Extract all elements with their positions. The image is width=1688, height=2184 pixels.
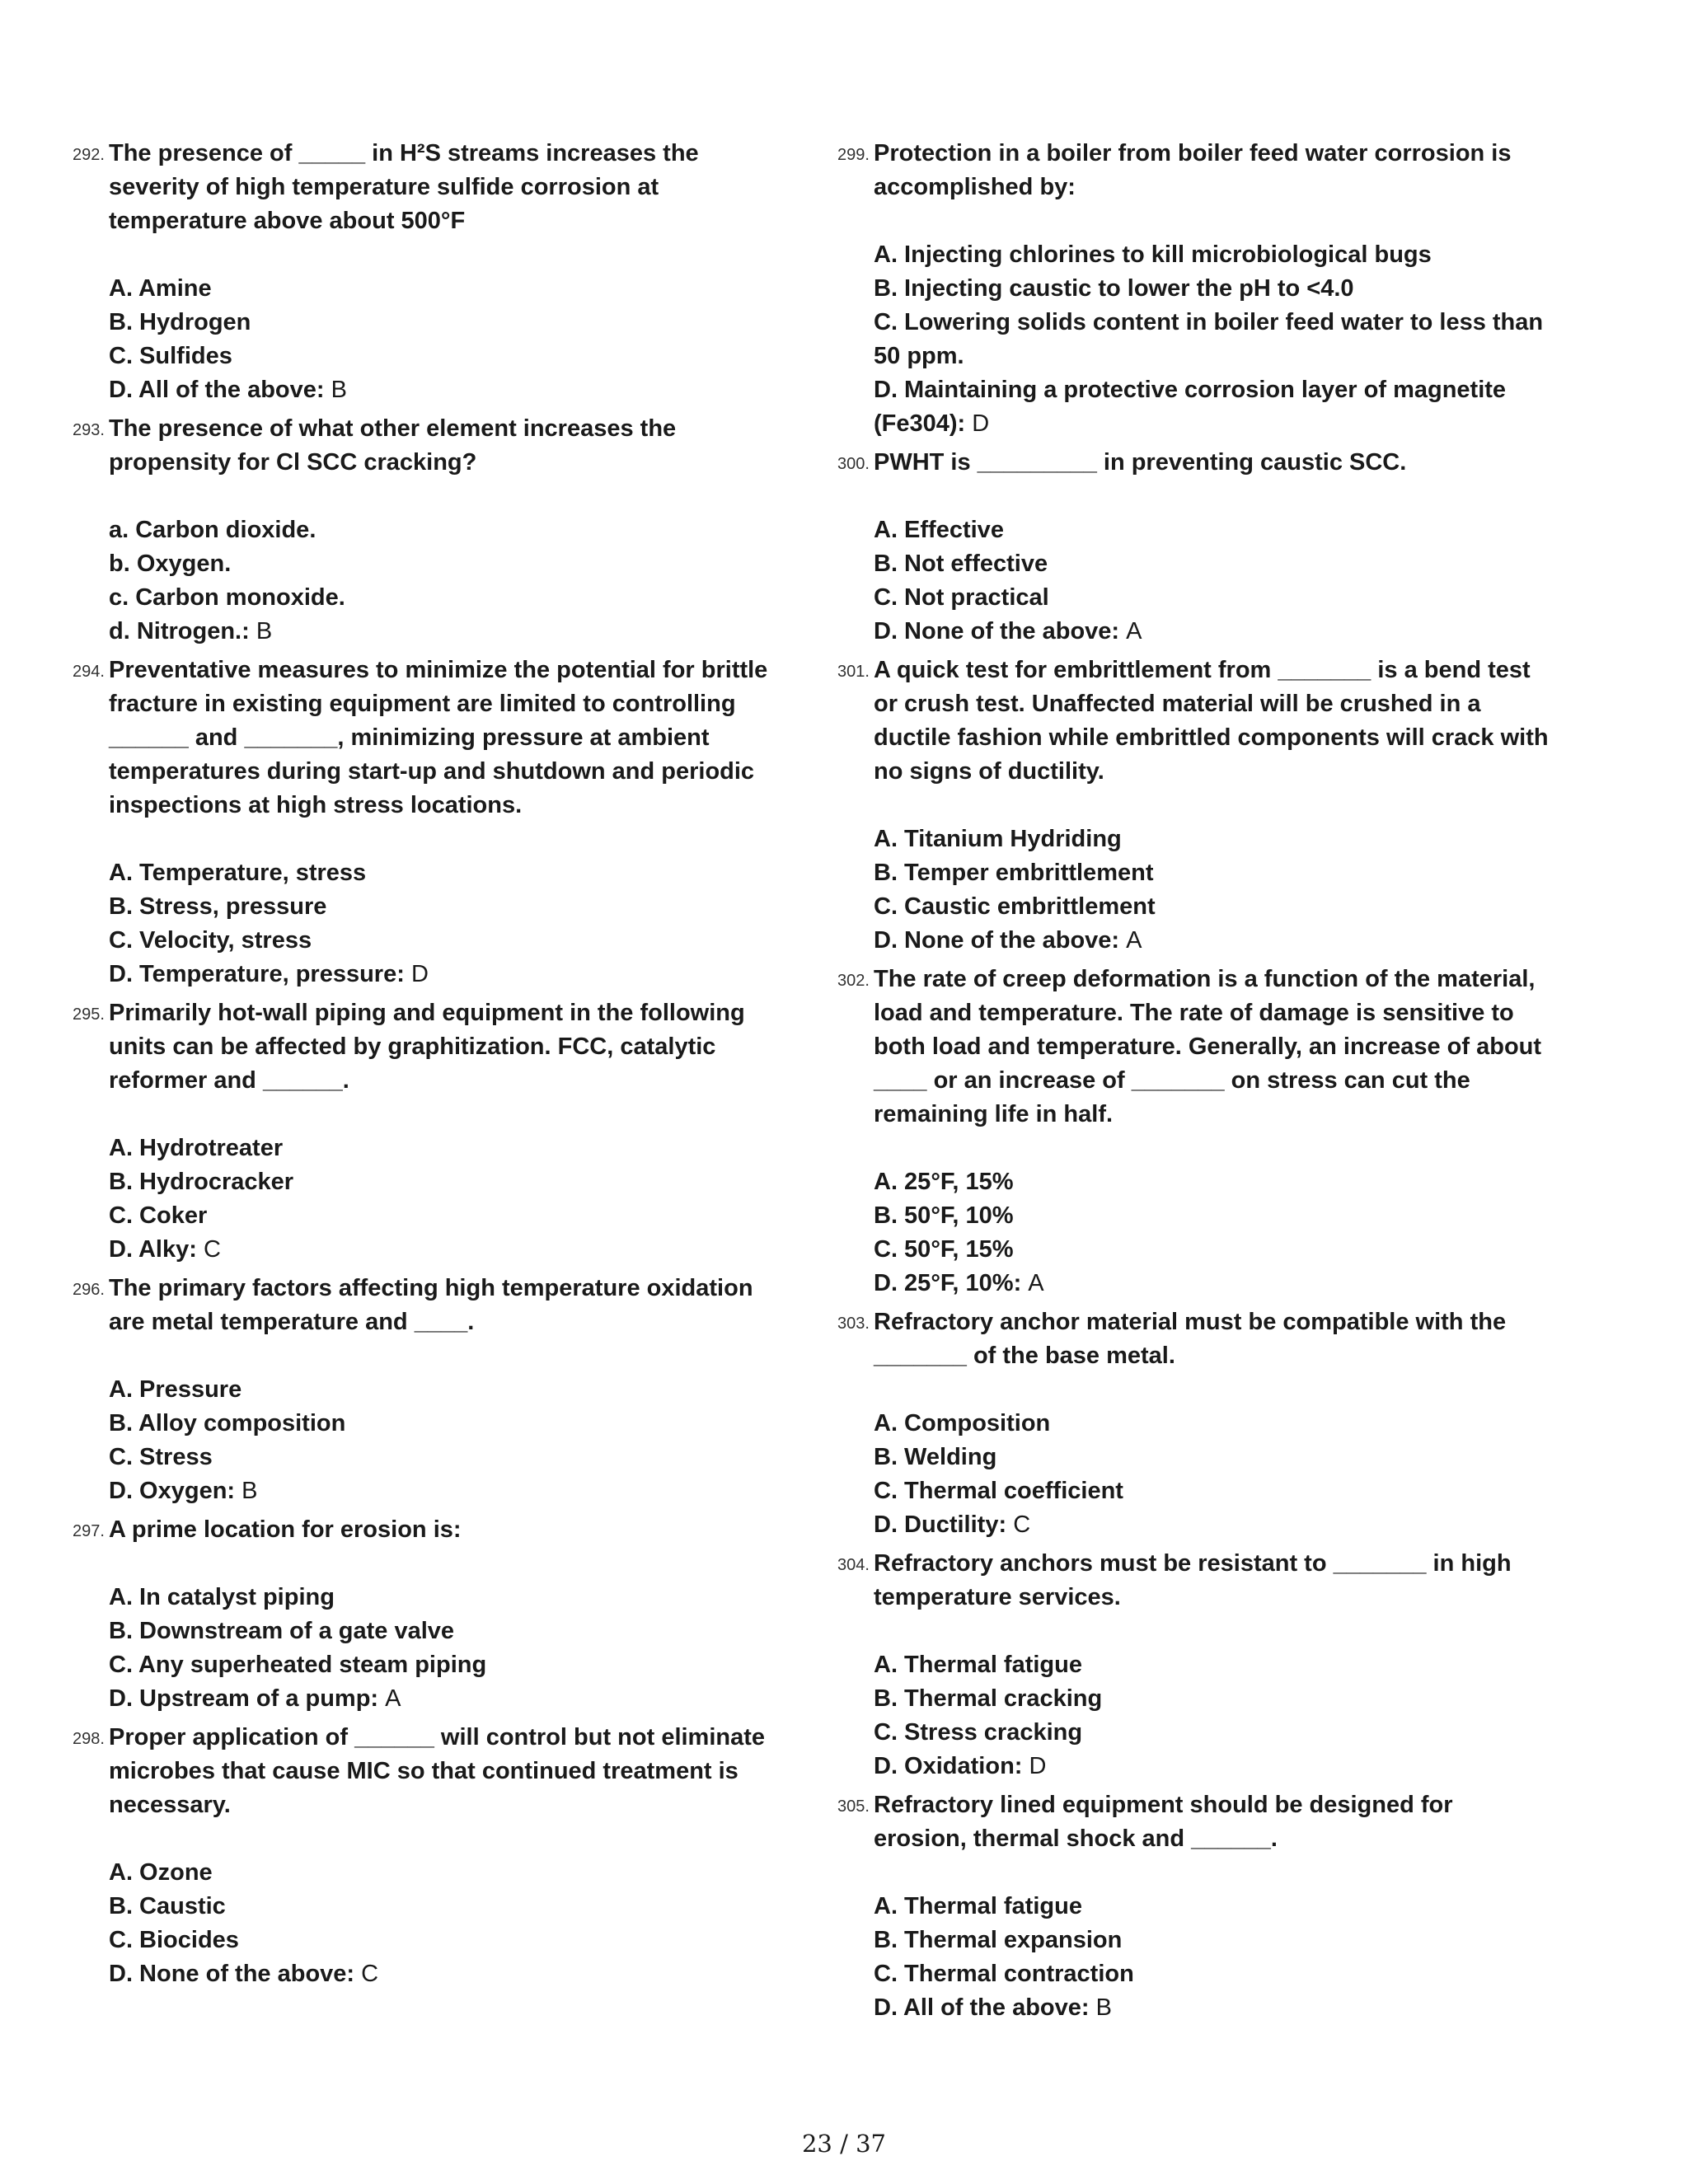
answer-option (874, 1199, 1596, 1233)
answer-option (874, 306, 1596, 373)
answer-option (109, 1856, 831, 1890)
question-item (73, 1721, 831, 1991)
question-number: 294. (73, 663, 105, 681)
answer-option (109, 1890, 831, 1924)
answer-option (874, 1682, 1596, 1716)
answer-option (109, 615, 831, 649)
answer-key: D (1029, 1753, 1047, 1779)
answer-key: A (1028, 1270, 1044, 1296)
question-number: 295. (73, 1005, 105, 1024)
answer-option (874, 856, 1596, 890)
question-stem: Refractory lined equipment should be designed for erosion, thermal shock and ______. (874, 1792, 1453, 1852)
answer-option (109, 340, 831, 373)
question-stem: Proper application of ______ will control but not eliminate microbes that cause MIC so that continued treatment is necessary. (109, 1724, 766, 1818)
question-number: 304. (837, 1556, 870, 1574)
answer-option (874, 615, 1596, 649)
option-text: C. Stress cracking (874, 1719, 1083, 1746)
question-stem: The presence of _____ in H²S streams increases the severity of high temperature sulfide corrosion at temperature above about 500°F (109, 140, 699, 234)
question-item (73, 654, 831, 991)
question-item (837, 137, 1596, 441)
answer-option (109, 1199, 831, 1233)
question-item (837, 1788, 1596, 2025)
option-text: C. Stress (109, 1444, 213, 1470)
option-text: D. Maintaining a protective corrosion layer of magnetite (Fe304): (874, 377, 1507, 437)
question-number: 300. (837, 455, 870, 473)
option-text: B. Injecting caustic to lower the pH to <4.0 (874, 275, 1354, 302)
answer-option (109, 306, 831, 340)
answer-option (874, 1991, 1596, 2025)
option-text: A. Composition (874, 1410, 1051, 1436)
question-stem: Protection in a boiler from boiler feed water corrosion is accomplished by: (874, 140, 1512, 200)
answer-option (874, 1957, 1596, 1991)
answer-option (874, 1648, 1596, 1682)
answer-option (874, 1716, 1596, 1750)
question-item (837, 1547, 1596, 1783)
question-stem: The presence of what other element increases the propensity for Cl SCC cracking? (109, 415, 677, 476)
answer-options (109, 1132, 831, 1267)
question-item (837, 1305, 1596, 1542)
option-text: A. Effective (874, 517, 1004, 543)
option-text: C. Thermal contraction (874, 1961, 1134, 1987)
answer-option (109, 1165, 831, 1199)
answer-option (874, 1267, 1596, 1301)
answer-options (109, 1581, 831, 1716)
option-text: A. Thermal fatigue (874, 1652, 1082, 1678)
answer-option (874, 1474, 1596, 1508)
question-number: 293. (73, 421, 105, 439)
option-text: B. 50°F, 10% (874, 1202, 1014, 1229)
answer-option (109, 272, 831, 306)
answer-option (109, 513, 831, 547)
answer-options (874, 1648, 1596, 1783)
option-text: B. Not effective (874, 551, 1048, 577)
option-text: c. Carbon monoxide. (109, 584, 345, 611)
answer-option (109, 547, 831, 581)
answer-option (874, 1441, 1596, 1474)
option-text: D. Temperature, pressure: (109, 961, 405, 987)
option-text: B. Stress, pressure (109, 893, 327, 920)
question-number: 299. (837, 146, 870, 164)
option-text: D. Oxygen: (109, 1478, 236, 1504)
question-number: 298. (73, 1730, 105, 1748)
question-stem: The primary factors affecting high temperature oxidation are metal temperature and ____. (109, 1275, 753, 1335)
option-text: A. Injecting chlorines to kill microbiological bugs (874, 241, 1432, 268)
answer-option (109, 1924, 831, 1957)
question-stem: PWHT is _________ in preventing caustic SCC. (874, 449, 1407, 476)
left-column (73, 137, 831, 1996)
option-text: d. Nitrogen.: (109, 618, 250, 644)
question-stem: Preventative measures to minimize the potential for brittle fracture in existing equipment are limited to controlling ______ and _______, minimizing pressure at ambient temperatures during start-up and shutdown and periodic inspections at high stress locations. (109, 657, 768, 818)
answer-key: A (385, 1685, 401, 1712)
answer-options (874, 1407, 1596, 1542)
answer-option (109, 1957, 831, 1991)
question-number: 292. (73, 146, 105, 164)
option-text: C. Thermal coefficient (874, 1478, 1123, 1504)
question-stem: Primarily hot-wall piping and equipment in the following units can be affected by graphitization. FCC, catalytic reformer and ______. (109, 1000, 745, 1094)
option-text: B. Alloy composition (109, 1410, 346, 1436)
answer-key: B (1095, 1994, 1112, 2021)
option-text: D. None of the above: (874, 618, 1120, 644)
option-text: B. Hydrocracker (109, 1169, 294, 1195)
page-number: 23 / 37 (801, 2130, 886, 2158)
answer-option (109, 1648, 831, 1682)
answer-option (874, 1407, 1596, 1441)
question-item (73, 1513, 831, 1716)
answer-option (874, 890, 1596, 924)
answer-option (109, 1682, 831, 1716)
answer-option (874, 373, 1596, 441)
option-text: C. 50°F, 15% (874, 1236, 1014, 1263)
option-text: b. Oxygen. (109, 551, 232, 577)
answer-key: D (410, 961, 429, 987)
answer-option (874, 1508, 1596, 1542)
answer-option (109, 890, 831, 924)
answer-options (109, 1856, 831, 1991)
option-text: D. Oxidation: (874, 1753, 1023, 1779)
option-text: C. Any superheated steam piping (109, 1652, 487, 1678)
option-text: C. Not practical (874, 584, 1049, 611)
question-item (837, 446, 1596, 649)
answer-option (874, 1165, 1596, 1199)
option-text: A. Temperature, stress (109, 860, 367, 886)
answer-key: C (1013, 1511, 1031, 1538)
answer-option (109, 1581, 831, 1615)
question-number: 302. (837, 972, 870, 990)
question-number: 297. (73, 1522, 105, 1540)
answer-option (109, 856, 831, 890)
option-text: B. Downstream of a gate valve (109, 1618, 455, 1644)
answer-options (109, 272, 831, 407)
answer-options (874, 823, 1596, 958)
question-stem: A quick test for embrittlement from _______ is a bend test or crush test. Unaffected material will be crushed in a ductile fashion while embrittled components will crack with no signs of ductility. (874, 657, 1549, 785)
question-number: 301. (837, 663, 870, 681)
answer-option (874, 547, 1596, 581)
answer-option (874, 1233, 1596, 1267)
option-text: D. All of the above: (109, 377, 325, 403)
answer-option (109, 1474, 831, 1508)
answer-options (109, 1373, 831, 1508)
option-text: D. Alky: (109, 1236, 197, 1263)
answer-key: D (972, 410, 990, 437)
option-text: A. Titanium Hydriding (874, 826, 1122, 852)
answer-option (109, 1373, 831, 1407)
answer-option (874, 581, 1596, 615)
answer-option (109, 373, 831, 407)
option-text: B. Welding (874, 1444, 997, 1470)
question-stem: Refractory anchors must be resistant to _______ in high temperature services. (874, 1550, 1512, 1610)
question-stem: A prime location for erosion is: (109, 1516, 462, 1543)
answer-option (874, 823, 1596, 856)
answer-option (874, 513, 1596, 547)
option-text: A. Ozone (109, 1859, 213, 1886)
option-text: C. Biocides (109, 1927, 239, 1953)
answer-key: C (203, 1236, 221, 1263)
answer-key: B (331, 377, 347, 403)
answer-option (874, 1924, 1596, 1957)
option-text: C. Caustic embrittlement (874, 893, 1156, 920)
option-text: B. Temper embrittlement (874, 860, 1154, 886)
answer-option (109, 581, 831, 615)
answer-key: A (1126, 927, 1142, 954)
option-text: A. Hydrotreater (109, 1135, 284, 1161)
answer-option (109, 1615, 831, 1648)
answer-option (109, 924, 831, 958)
option-text: D. None of the above: (109, 1961, 355, 1987)
option-text: A. Amine (109, 275, 212, 302)
option-text: D. All of the above: (874, 1994, 1090, 2021)
option-text: a. Carbon dioxide. (109, 517, 316, 543)
option-text: D. None of the above: (874, 927, 1120, 954)
answer-options (874, 1165, 1596, 1301)
option-text: B. Thermal expansion (874, 1927, 1123, 1953)
option-text: B. Caustic (109, 1893, 226, 1919)
answer-option (874, 272, 1596, 306)
option-text: A. Pressure (109, 1376, 242, 1403)
question-stem: Refractory anchor material must be compatible with the _______ of the base metal. (874, 1309, 1507, 1369)
question-item (837, 963, 1596, 1301)
answer-key: C (361, 1961, 379, 1987)
question-stem: The rate of creep deformation is a function of the material, load and temperature. The rate of damage is sensitive to both load and temperature. Generally, an increase of about ____ or an increase of _______ on stress can cut the remaining life in half. (874, 966, 1542, 1127)
option-text: C. Velocity, stress (109, 927, 312, 954)
answer-key: B (241, 1478, 258, 1504)
question-number: 305. (837, 1797, 870, 1816)
option-text: C. Lowering solids content in boiler feed water to less than 50 ppm. (874, 309, 1544, 369)
option-text: D. Ductility: (874, 1511, 1007, 1538)
right-column (837, 137, 1596, 2030)
answer-options (874, 1890, 1596, 2025)
answer-option (109, 1132, 831, 1165)
answer-option (874, 1890, 1596, 1924)
question-number: 303. (837, 1315, 870, 1333)
question-item (73, 137, 831, 407)
option-text: A. Thermal fatigue (874, 1893, 1082, 1919)
answer-key: A (1126, 618, 1142, 644)
question-item (837, 654, 1596, 958)
answer-option (109, 1233, 831, 1267)
answer-option (874, 1750, 1596, 1783)
option-text: D. 25°F, 10%: (874, 1270, 1022, 1296)
answer-option (109, 1407, 831, 1441)
question-item (73, 996, 831, 1267)
question-item (73, 1272, 831, 1508)
option-text: C. Sulfides (109, 343, 232, 369)
option-text: B. Hydrogen (109, 309, 251, 335)
answer-option (109, 1441, 831, 1474)
answer-options (109, 513, 831, 649)
option-text: A. In catalyst piping (109, 1584, 335, 1610)
option-text: A. 25°F, 15% (874, 1169, 1014, 1195)
option-text: C. Coker (109, 1202, 208, 1229)
answer-options (874, 513, 1596, 649)
answer-option (874, 924, 1596, 958)
option-text: B. Thermal cracking (874, 1685, 1103, 1712)
answer-option (109, 958, 831, 991)
option-text: D. Upstream of a pump: (109, 1685, 379, 1712)
question-number: 296. (73, 1281, 105, 1299)
answer-options (109, 856, 831, 991)
answer-options (874, 238, 1596, 441)
answer-key: B (256, 618, 273, 644)
answer-option (874, 238, 1596, 272)
question-item (73, 412, 831, 649)
